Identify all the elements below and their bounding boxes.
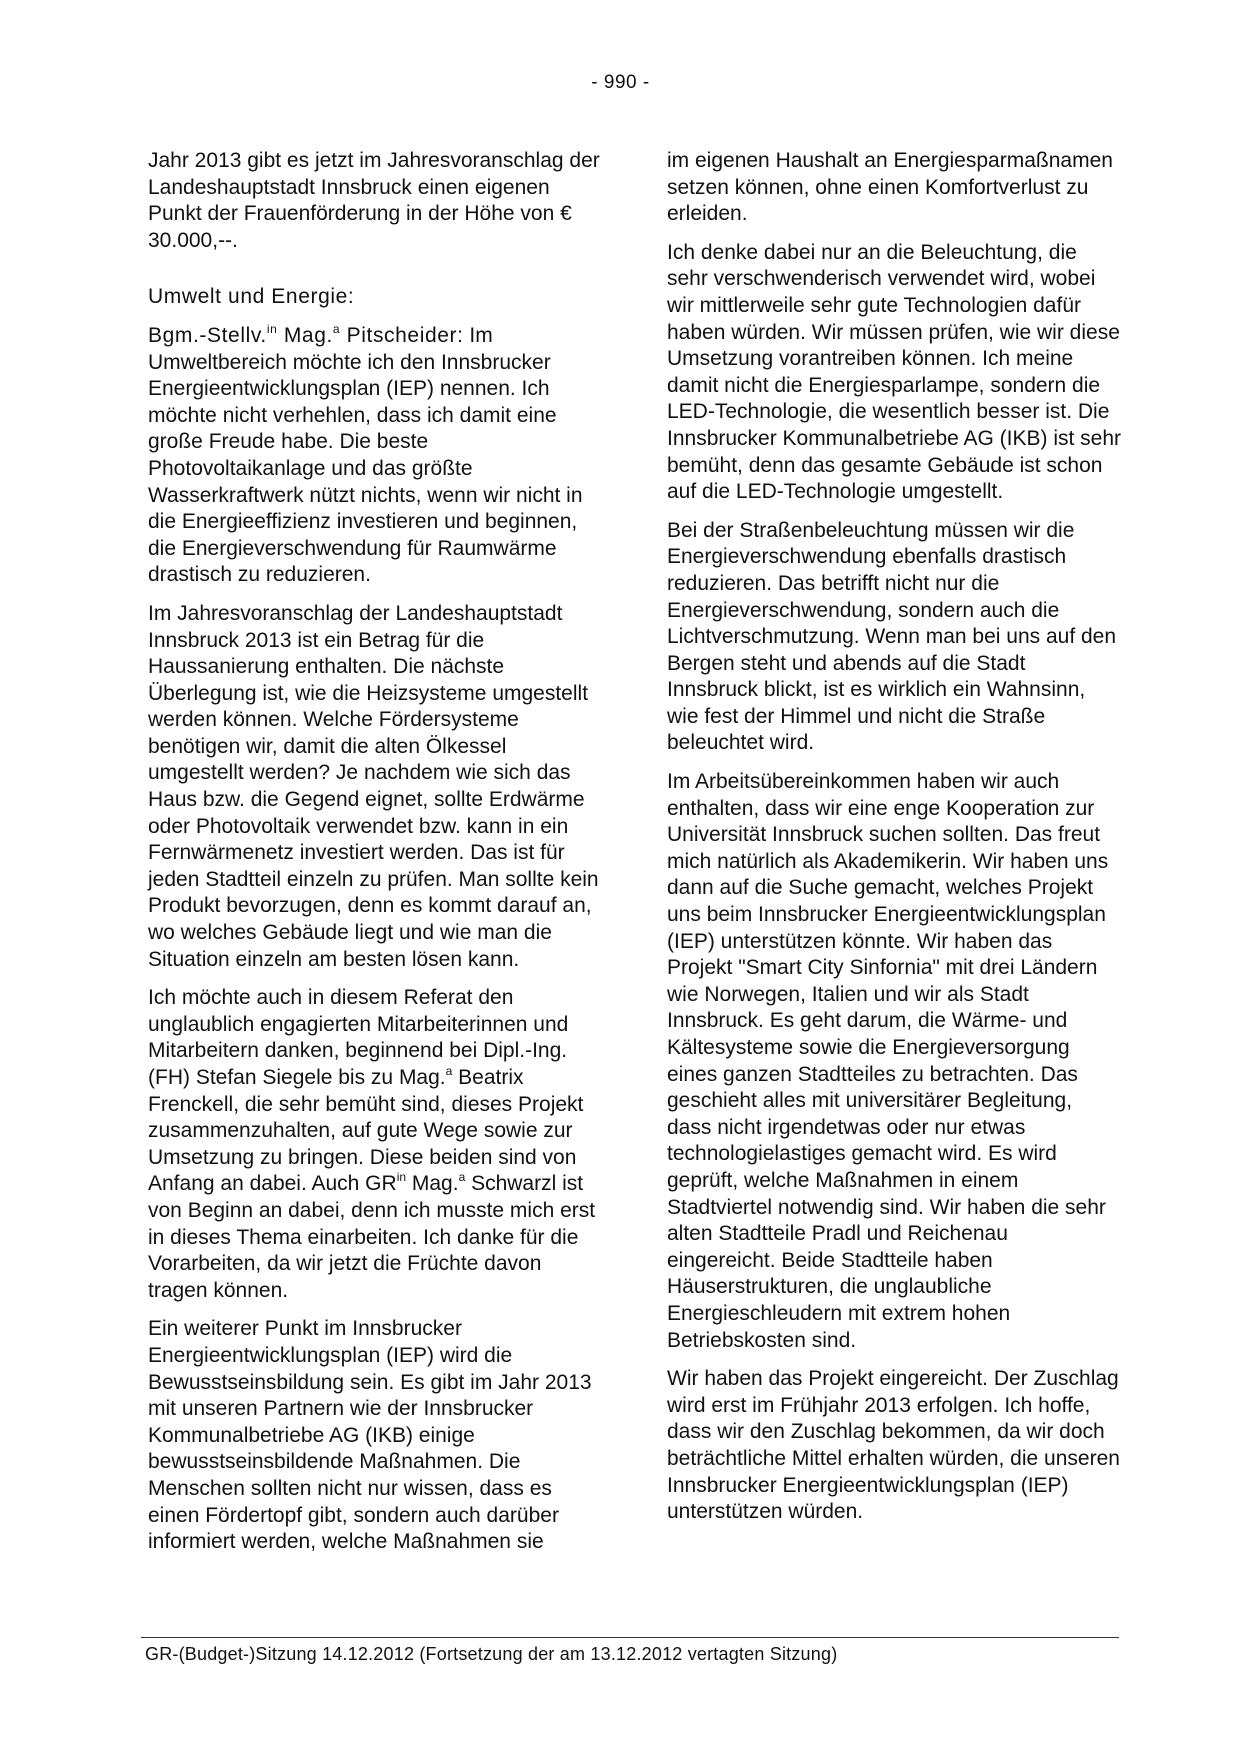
paragraph: Ich denke dabei nur an die Beleuchtung, die sehr verschwenderisch verwendet wird, wobei wir mittlerweile sehr gute Technologien dafür haben würden. Wir müssen prüfen, wie wir diese Umsetzung vorantreiben können. Ich meine damit nicht die Energiesparlampe, sondern die LED-Technologie, die wesentlich besser ist. Die Innsbrucker Kommunalbetriebe AG (IKB) ist sehr bemüht, denn das gesamte Gebäude ist schon auf die LED-Technologie umgestellt. (667, 240, 1122, 504)
paragraph: Ich möchte auch in diesem Referat den unglaublich engagierten Mitarbeiterinnen und Mitarbeitern danken, beginnend bei Dipl.-Ing. (FH) Stefan Siegele bis zu Mag.$^a$ Beatrix Frenckell, die sehr bemüht sind, dieses Projekt zusammenzuhalten, auf gute Wege sowie zur Umsetzung zu bringen. Diese beiden sind von Anfang an dabei. Auch $GR^{in}$ Mag.$^a$ Schwarzl ist von Beginn an dabei, denn ich musste mich erst in dieses Thema einarbeiten. Ich danke für die Vorarbeiten, da wir jetzt die Früchte davon tragen können. (148, 986, 596, 1302)
paragraph: Ein weiterer Punkt im Innsbrucker Energieentwicklungsplan (IEP) wird die Bewusstseinsbildung sein. Es gibt im Jahr 2013 mit unseren Partnern wie der Innsbrucker Kommunalbetriebe AG (IKB) einige bewusstseinsbildende Maßnahmen. Die Menschen sollten nicht nur wissen, dass es einen Fördertopf gibt, sondern auch darüber informiert werden, welche Maßnahmen sie (148, 1317, 592, 1554)
paragraph: im eigenen Haushalt an Energiesparmaßnamen setzen können, ohne einen Komfortverlust zu erleiden. (667, 149, 1113, 226)
paragraph: Wir haben das Projekt eingereicht. Der Zuschlag wird erst im Frühjahr 2013 erfolgen. Ich hoffe, dass wir den Zuschlag bekommen, da wir doch beträchtliche Mittel erhalten würden, die unseren Innsbrucker Energieentwicklungsplan (IEP) unterstützen würden. (667, 1367, 1120, 1524)
paragraph: Jahr 2013 gibt es jetzt im Jahresvoranschlag der Landeshauptstadt Innsbruck einen eigenen Punkt der Frauenförderung in der Höhe von € 30.000,--. (148, 149, 600, 252)
page-number: - 990 - (591, 72, 650, 93)
speaker-label: Bgm.-Stellv.$^{in}$ Mag.$^a$ Pitscheider: (148, 321, 464, 347)
footer-divider (141, 1637, 1119, 1638)
left-column (148, 148, 600, 1568)
footer-text: GR-(Budget-)Sitzung 14.12.2012 (Fortsetzung der am 13.12.2012 vertagten Sitzung) (145, 1644, 838, 1664)
section-heading: Umwelt und Energie: (148, 285, 355, 309)
speaker-paragraph: Bgm.-Stellv.$^{in}$ Mag.$^a$ Pitscheider: Im Umweltbereich möchte ich den Innsbrucker Energieentwicklungsplan (IEP) nennen. Ich möchte nicht verhehlen, dass ich damit eine große Freude habe. Die beste Photovoltaikanlage und das größte Wasserkraftwerk nützt nichts, wenn wir nicht in die Energieeffizienz investieren und beginnen, die Energieverschwendung für Raumwärme drastisch zu reduzieren. (148, 321, 583, 587)
paragraph: Im Arbeitsübereinkommen haben wir auch enthalten, dass wir eine enge Kooperation zur Universität Innsbruck suchen sollten. Das freut mich natürlich als Akademikerin. Wir haben uns dann auf die Suche gemacht, welches Projekt uns beim Innsbrucker Energieentwicklungsplan (IEP) unterstützen könnte. Wir haben das Projekt "Smart City Sinfornia" mit drei Ländern wie Norwegen, Italien und wir als Stadt Innsbruck. Es geht darum, die Wärme- und Kältesysteme sowie die Energieversorgung eines ganzen Stadtteiles zu betrachten. Das geschieht alles mit universitärer Begleitung, dass nicht irgendetwas oder nur etwas technologielastiges gemacht wird. Es wird geprüft, welche Maßnahmen in einem Stadtviertel notwendig sind. Wir haben die sehr alten Stadtteile Pradl und Reichenau eingereicht. Beide Stadtteile haben Häuserstrukturen, die unglaubliche Energieschleudern mit extrem hohen Betriebskosten sind. (667, 770, 1109, 1352)
paragraph: Bei der Straßenbeleuchtung müssen wir die Energieverschwendung ebenfalls drastisch reduzieren. Das betrifft nicht nur die Energieverschwendung, sondern auch die Lichtverschmutzung. Wenn man bei uns auf den Bergen steht und abends auf die Stadt Innsbruck blickt, ist es wirklich ein Wahnsinn, wie fest der Himmel und nicht die Straße beleuchtet wird. (667, 518, 1117, 755)
paragraph: Im Jahresvoranschlag der Landeshauptstadt Innsbruck 2013 ist ein Betrag für die Haussanierung enthalten. Die nächste Überlegung ist, wie die Heizsysteme umgestellt werden können. Welche Fördersysteme benötigen wir, damit die alten Ölkessel umgestellt werden? Je nachdem wie sich das Haus bzw. die Gegend eignet, sollte Erdwärme oder Photovoltaik verwendet bzw. kann in ein Fernwärmenetz investiert werden. Das ist für jeden Stadtteil einzeln zu prüfen. Man sollte kein Produkt bevorzugen, denn es kommt darauf an, wo welches Gebäude liegt und wie man die Situation einzeln am besten lösen kann. (148, 601, 599, 971)
right-column (667, 148, 1122, 1538)
